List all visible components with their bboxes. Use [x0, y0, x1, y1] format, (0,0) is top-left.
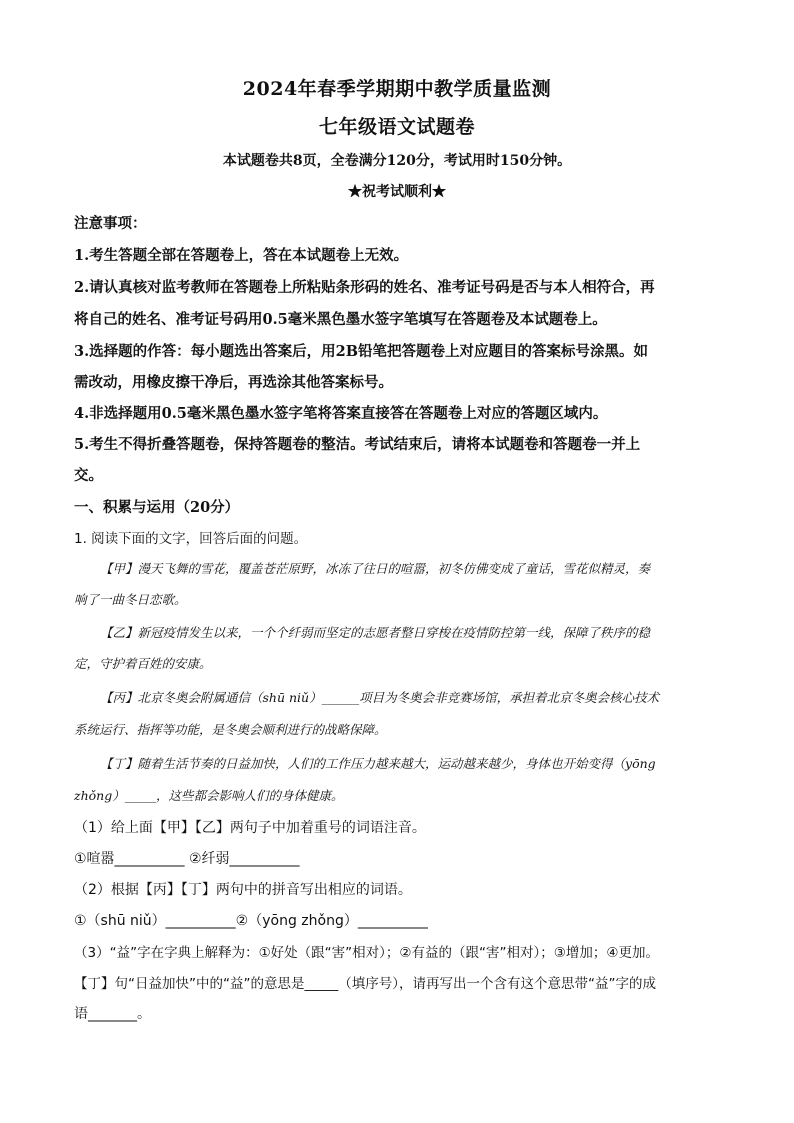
notice-line: 交。	[74, 467, 103, 484]
section-heading: 一、积累与运用（20分）	[74, 499, 240, 516]
sub-question-3-cont: 【丁】句“日益加快”中的“益”的意思是_____（填序号），请再写出一个含有这个意思带“益”字的成	[74, 976, 656, 992]
good-luck-line: ★祝考试顺利★	[348, 184, 446, 200]
passage-line: 响了一曲冬日恋歌。	[74, 592, 187, 607]
notice-line: 2.请认真核对监考教师在答题卷上所粘贴条形码的姓名、准考证号码是否与本人相符合，再	[74, 279, 655, 296]
sub-question-3: （3）“益”字在字典上解释为：①好处（跟“害”相对）；②有益的（跟“害”相对）；③增加；④更加。	[74, 945, 659, 961]
sub-question-2: （2）根据【丙】【丁】两句中的拼音写出相应的词语。	[74, 882, 412, 898]
passage-line: zhǒng）_____，这些都会影响人们的身体健康。	[74, 788, 344, 803]
notice-line: 需改动，用橡皮擦干净后，再选涂其他答案标号。	[74, 374, 393, 391]
notice-line: 1.考生答题全部在答题卷上，答在本试题卷上无效。	[74, 247, 409, 264]
passage-line: 系统运行、指挥等功能，是冬奥会顺利进行的战略保障。	[74, 722, 387, 737]
notice-line: 5.考生不得折叠答题卷，保持答题卷的整洁。考试结束后，请将本试题卷和答题卷一并上	[74, 436, 641, 453]
question-intro: 1. 阅读下面的文字，回答后面的问题。	[74, 531, 308, 547]
passage-line-jia: 【甲】漫天飞舞的雪花，覆盖苍茫原野，冰冻了往日的喧嚣，初冬仿佛变成了童话，雪花似精灵，奏	[100, 561, 651, 576]
exam-subtitle: 七年级语文试题卷	[318, 116, 475, 138]
passage-line-yi: 【乙】新冠疫情发生以来，一个个纤弱而坚定的志愿者整日穿梭在疫情防控第一线，保障了秩序的稳	[100, 625, 651, 640]
exam-info: 本试题卷共8页，全卷满分120分，考试用时150分钟。	[222, 153, 572, 169]
exam-title: 2024年春季学期期中教学质量监测	[242, 78, 552, 100]
answer-line: ①（shū niǔ）__________②（yōng zhǒng）__________	[74, 913, 428, 929]
sub-question-3-cont: 语_______。	[74, 1006, 151, 1022]
passage-line-bing: 【丙】北京冬奥会附属通信（shū niǔ）______项目为冬奥会非竞赛场馆，承担着北京冬奥会核心技术	[100, 690, 660, 705]
notice-line: 3.选择题的作答：每小题选出答案后，用2B铅笔把答题卷上对应题目的答案标号涂黑。如	[74, 343, 648, 360]
notice-line: 4.非选择题用0.5毫米黑色墨水签字笔将答案直接答在答题卷上对应的答题区域内。	[74, 405, 608, 422]
passage-line: 定，守护着百姓的安康。	[74, 656, 212, 671]
notice-heading: 注意事项：	[74, 215, 147, 232]
notice-line: 将自己的姓名、准考证号码用0.5毫米黑色墨水签字笔填写在答题卷及本试题卷上。	[74, 311, 607, 328]
answer-line: ①喧嚣__________ ②纤弱__________	[74, 851, 300, 867]
passage-line-ding: 【丁】随着生活节奏的日益加快，人们的工作压力越来越大，运动越来越少，身体也开始变得（yōng	[100, 756, 656, 771]
sub-question-1: （1）给上面【甲】【乙】两句子中加着重号的词语注音。	[74, 820, 426, 836]
